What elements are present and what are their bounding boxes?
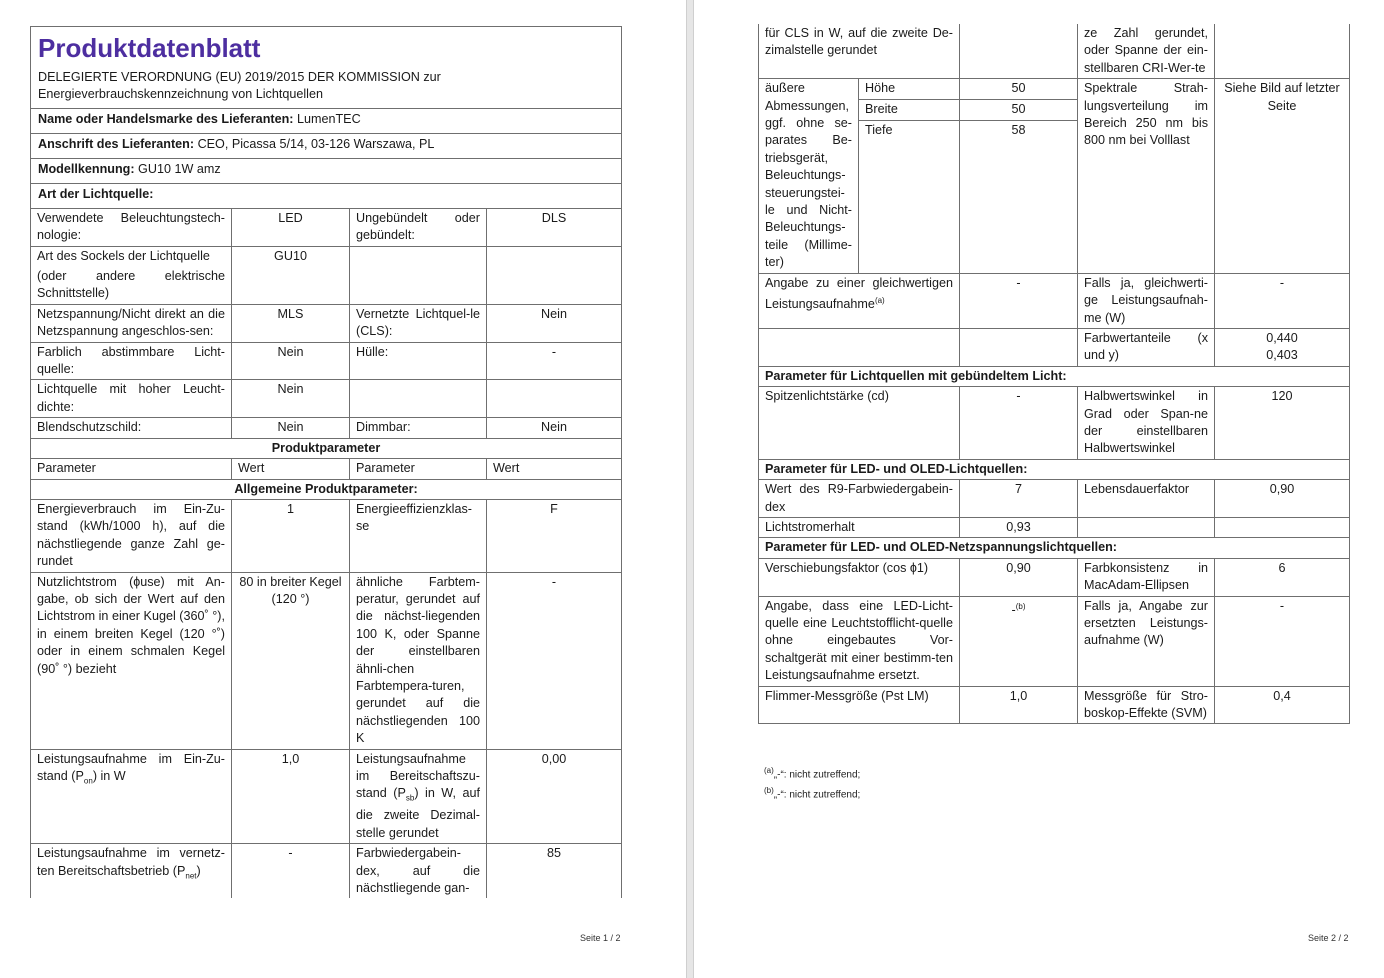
lumen-maintenance-value: 0,93 bbox=[960, 517, 1078, 537]
dimmable-label: Dimmbar: bbox=[350, 418, 487, 438]
table-row bbox=[759, 24, 1350, 79]
table-row bbox=[759, 686, 1350, 724]
displacement-factor-value: 0,90 bbox=[960, 558, 1078, 596]
peak-intensity-value: - bbox=[960, 387, 1078, 460]
dim-height-value: 50 bbox=[960, 79, 1078, 100]
colour-consistency-label: Farbkonsistenz in MacAdam-Ellipsen bbox=[1078, 558, 1215, 596]
anti-glare-value: Nein bbox=[232, 418, 350, 438]
led-replaces-fluorescent-label: Angabe, dass eine LED-Licht-quelle eine Leuchtstofflicht-quelle ohne eingebautes Vor-schaltgerät mit einer bestimm-ten Leistungsaufnahme ersetzt. bbox=[759, 596, 960, 686]
displacement-factor-label: Verschiebungsfaktor (cos ɸ1) bbox=[759, 558, 960, 596]
table-row bbox=[31, 749, 622, 844]
chromaticity-label: Farbwertanteile (x und y) bbox=[1078, 328, 1215, 366]
high-luminance-label: Lichtquelle mit hoher Leucht-dichte: bbox=[31, 380, 232, 418]
spectral-distribution-value: Siehe Bild auf letzter Seite bbox=[1215, 79, 1350, 273]
networked-standby-label: Leistungsaufnahme im vernetz-ten Bereitschaftsbetrieb $(P_{net})$ bbox=[31, 844, 232, 899]
directional-label: Ungebündelt oder gebündelt: bbox=[350, 208, 487, 246]
dim-depth-label: Tiefe bbox=[859, 120, 960, 273]
flicker-metric-value: 1,0 bbox=[960, 686, 1078, 724]
empty-cell bbox=[487, 380, 622, 418]
tunable-value: Nein bbox=[232, 342, 350, 380]
equivalent-power-ifyes-label: Falls ja, gleichwerti-ge Leistungsaufnah-me (W) bbox=[1078, 273, 1215, 328]
networked-standby-value: - bbox=[232, 844, 350, 899]
table-row bbox=[759, 558, 1350, 596]
table-row bbox=[31, 246, 622, 304]
dimensions-label: äußere Abmessungen, ggf. ohne se-parates Be-triebsgerät, Beleuchtungs-steuerungstei-le und Nicht-Beleuchtungs-teile (Millime-ter) bbox=[759, 79, 859, 273]
directional-value: DLS bbox=[487, 208, 622, 246]
energy-class-label: Energieeffizienzklas-se bbox=[350, 499, 487, 572]
model-label: Modellkennung: bbox=[38, 161, 135, 176]
cri-label-cont: ze Zahl gerundet, oder Spanne der ein-stellbaren CRI-Wer-te bbox=[1078, 24, 1215, 79]
product-datasheet-table-page-1 bbox=[30, 26, 622, 898]
chromaticity-y: 0,403 bbox=[1266, 348, 1298, 363]
replaced-power-value: - bbox=[1215, 596, 1350, 686]
page-title: Produktdatenblatt bbox=[38, 33, 261, 63]
supplier-address-label: Anschrift des Lieferanten: bbox=[38, 136, 195, 151]
stroboscopic-metric-value: 0,4 bbox=[1215, 686, 1350, 724]
dim-depth-value: 58 bbox=[960, 120, 1078, 273]
empty-cell bbox=[1078, 517, 1215, 537]
beam-angle-value: 120 bbox=[1215, 387, 1350, 460]
table-row bbox=[759, 387, 1350, 460]
empty-cell bbox=[350, 246, 487, 304]
technology-value: LED bbox=[232, 208, 350, 246]
flicker-metric-label: Flimmer-Messgröße (Pst LM) bbox=[759, 686, 960, 724]
table-row bbox=[31, 418, 622, 438]
empty-cell bbox=[960, 328, 1078, 366]
page-2 bbox=[694, 0, 1384, 978]
energy-consumption-label: Energieverbrauch im Ein-Zu-stand (kWh/1000 h), auf die nächstliegende ganze Zahl ge-rundet bbox=[31, 499, 232, 572]
col-header-parameter: Parameter bbox=[31, 459, 232, 479]
table-row bbox=[759, 517, 1350, 537]
table-row bbox=[31, 304, 622, 342]
cls-networked-standby-cont: für CLS in W, auf die zweite De-zimalstelle gerundet bbox=[759, 24, 960, 79]
spectral-distribution-label: Spektrale Strah-lungsverteilung im Bereich 250 nm bis 800 nm bei Volllast bbox=[1078, 79, 1215, 273]
technology-label: Verwendete Beleuchtungstech-nologie: bbox=[31, 208, 232, 246]
cct-label: ähnliche Farbtem-peratur, gerundet auf die nächst-liegenden 100 K, oder Spanne der einstellbaren ähnli-chen Farbtempera-turen, gerundet auf die nächstliegenden 100 K bbox=[350, 572, 487, 749]
chromaticity-value bbox=[1215, 328, 1350, 366]
equivalent-power-value: - bbox=[960, 273, 1078, 328]
useful-flux-value: 80 in breiter Kegel (120 °) bbox=[232, 572, 350, 749]
product-datasheet-table-page-2 bbox=[758, 24, 1350, 724]
led-params-heading: Parameter für LED- und OLED-Lichtquellen: bbox=[759, 459, 1350, 479]
cct-value: - bbox=[487, 572, 622, 749]
replaced-power-label: Falls ja, Angabe zur ersetzten Leistungs-aufnahme (W) bbox=[1078, 596, 1215, 686]
chromaticity-x: 0,440 bbox=[1266, 330, 1298, 345]
dim-height-label: Höhe bbox=[859, 79, 960, 100]
empty-cell bbox=[1215, 517, 1350, 537]
colour-consistency-value: 6 bbox=[1215, 558, 1350, 596]
dimmable-value: Nein bbox=[487, 418, 622, 438]
cls-label: Vernetzte Lichtquel-le (CLS): bbox=[350, 304, 487, 342]
mains-label: Netzspannung/Nicht direkt an die Netzspannung angeschlos-sen: bbox=[31, 304, 232, 342]
table-row bbox=[759, 480, 1350, 518]
standby-power-value: 0,00 bbox=[487, 749, 622, 844]
product-params-heading: Produktparameter bbox=[31, 438, 622, 458]
survival-factor-value: 0,90 bbox=[1215, 480, 1350, 518]
cap-type-note: (oder andere elektrische Schnittstelle) bbox=[37, 269, 225, 301]
tunable-label: Farblich abstimmbare Licht-quelle: bbox=[31, 342, 232, 380]
directional-params-heading: Parameter für Lichtquellen mit gebündeltem Licht: bbox=[759, 366, 1350, 386]
table-row bbox=[31, 499, 622, 572]
table-row bbox=[31, 844, 622, 899]
high-luminance-value: Nein bbox=[232, 380, 350, 418]
energy-consumption-value: 1 bbox=[232, 499, 350, 572]
page-divider bbox=[686, 0, 694, 978]
cap-type-cell bbox=[31, 246, 232, 304]
empty-cell bbox=[487, 246, 622, 304]
table-row bbox=[31, 380, 622, 418]
on-mode-power-value: 1,0 bbox=[232, 749, 350, 844]
dim-width-label: Breite bbox=[859, 99, 960, 120]
supplier-address-value: CEO, Picassa 5/14, 03-126 Warszawa, PL bbox=[197, 136, 435, 151]
standby-power-label: Leistungsaufnahme im Bereitschaftszu-stand $(P_{sb})$ in W, auf die zweite Dezimal-stelle gerundet bbox=[350, 749, 487, 844]
on-mode-power-label: Leistungsaufnahme im Ein-Zu-stand $(P_{on})$ in W bbox=[31, 749, 232, 844]
stroboscopic-metric-label: Messgröße für Stro-boskop-Effekte (SVM) bbox=[1078, 686, 1215, 724]
model-value: GU10 1W amz bbox=[138, 161, 221, 176]
equivalent-power-label: Angabe zu einer gleichwertigen Leistungsaufnahme$^{(a)}$ bbox=[759, 273, 960, 328]
led-replaces-fluorescent-value: -$^{(b)}$ bbox=[960, 596, 1078, 686]
page-number: Seite 2 / 2 bbox=[1308, 933, 1349, 943]
table-row bbox=[759, 79, 1350, 100]
anti-glare-label: Blendschutzschild: bbox=[31, 418, 232, 438]
envelope-label: Hülle: bbox=[350, 342, 487, 380]
page-1 bbox=[0, 0, 686, 978]
survival-factor-label: Lebensdauerfaktor bbox=[1078, 480, 1215, 518]
table-row bbox=[31, 342, 622, 380]
cri-value: 85 bbox=[487, 844, 622, 899]
footnote-a: $^{(a)}$„-“: nicht zutreffend; bbox=[764, 766, 861, 781]
table-row bbox=[759, 328, 1350, 366]
beam-angle-label: Halbwertswinkel in Grad oder Span-ne der einstellbaren Halbwertswinkel bbox=[1078, 387, 1215, 460]
empty-cell bbox=[350, 380, 487, 418]
energy-class-value: F bbox=[487, 499, 622, 572]
table-header-row bbox=[31, 459, 622, 479]
cls-value: Nein bbox=[487, 304, 622, 342]
equivalent-power-ifyes-value: - bbox=[1215, 273, 1350, 328]
col-header-wert: Wert bbox=[232, 459, 350, 479]
regulation-subtitle: DELEGIERTE VERORDNUNG (EU) 2019/2015 DER KOMMISSION zur Energieverbrauchskennzeichnung von Lichtquellen bbox=[38, 70, 441, 102]
mains-params-heading: Parameter für LED- und OLED-Netzspannungslichtquellen: bbox=[759, 538, 1350, 558]
table-row bbox=[759, 596, 1350, 686]
light-source-type-heading: Art der Lichtquelle: bbox=[31, 183, 622, 208]
useful-flux-label: Nutzlichtstrom (ɸuse) mit An-gabe, ob sich der Wert auf den Lichtstrom in einer Kugel (360˚ °), in einem breiten Kegel (120 °˚) oder in einem schmalen Kegel (90˚ °) bezieht bbox=[31, 572, 232, 749]
general-params-heading: Allgemeine Produktparameter: bbox=[31, 479, 622, 499]
empty-cell bbox=[960, 24, 1078, 79]
page-number: Seite 1 / 2 bbox=[580, 933, 621, 943]
cap-type-label: Art des Sockels der Lichtquelle bbox=[37, 248, 210, 263]
dim-width-value: 50 bbox=[960, 99, 1078, 120]
r9-label: Wert des R9-Farbwiedergabein-dex bbox=[759, 480, 960, 518]
mains-value: MLS bbox=[232, 304, 350, 342]
supplier-name-value: LumenTEC bbox=[296, 111, 361, 126]
footnote-b: $^{(b)}$„-“: nicht zutreffend; bbox=[764, 786, 861, 801]
lumen-maintenance-label: Lichtstromerhalt bbox=[759, 517, 960, 537]
empty-cell bbox=[759, 328, 960, 366]
table-row bbox=[759, 273, 1350, 328]
table-row bbox=[31, 208, 622, 246]
cri-label: Farbwiedergabein-dex, auf die nächstliegende gan- bbox=[350, 844, 487, 899]
cap-type-value: GU10 bbox=[232, 246, 350, 304]
col-header-parameter: Parameter bbox=[350, 459, 487, 479]
peak-intensity-label: Spitzenlichtstärke (cd) bbox=[759, 387, 960, 460]
col-header-wert: Wert bbox=[487, 459, 622, 479]
empty-cell bbox=[1215, 24, 1350, 79]
envelope-value: - bbox=[487, 342, 622, 380]
r9-value: 7 bbox=[960, 480, 1078, 518]
supplier-name-label: Name oder Handelsmarke des Lieferanten: bbox=[38, 111, 294, 126]
table-row bbox=[31, 572, 622, 749]
